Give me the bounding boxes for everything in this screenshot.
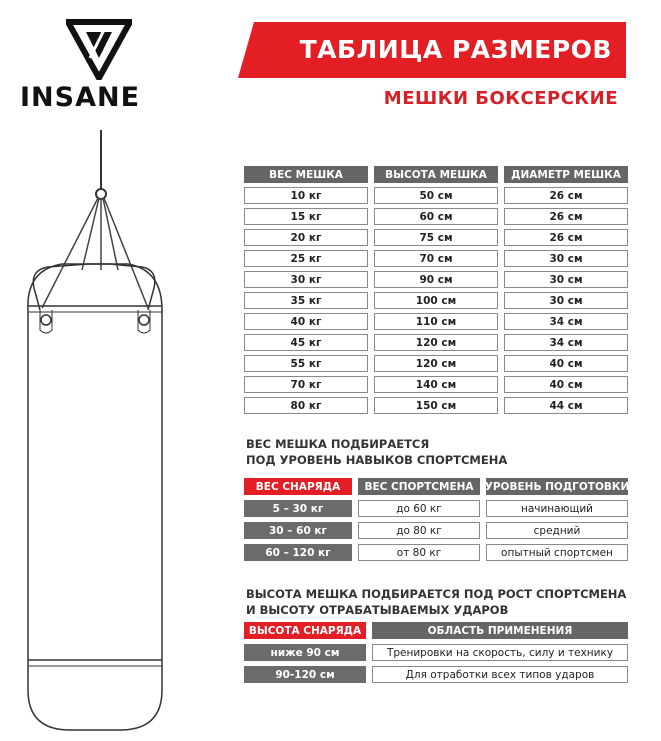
- table-cell: 34 см: [504, 313, 628, 330]
- table-cell: Тренировки на скорость, силу и технику: [372, 644, 628, 661]
- table-cell: 80 кг: [244, 397, 368, 414]
- brand-logo-icon: [66, 18, 132, 80]
- table-cell: 50 см: [374, 187, 498, 204]
- height-table: [244, 622, 628, 683]
- table-cell: 25 кг: [244, 250, 368, 267]
- table-cell: средний: [486, 522, 628, 539]
- weight-note-line: ПОД УРОВЕНЬ НАВЫКОВ СПОРТСМЕНА: [246, 453, 508, 467]
- table-cell: 40 кг: [244, 313, 368, 330]
- table-header: ОБЛАСТЬ ПРИМЕНЕНИЯ: [372, 622, 628, 639]
- table-header: ВЫСОТА МЕШКА: [374, 166, 498, 183]
- table-cell: 40 см: [504, 355, 628, 372]
- table-cell: от 80 кг: [358, 544, 480, 561]
- table-cell: ниже 90 см: [244, 644, 366, 661]
- table-cell: 75 см: [374, 229, 498, 246]
- table-header: ВЫСОТА СНАРЯДА: [244, 622, 366, 639]
- table-cell: 120 см: [374, 355, 498, 372]
- table-cell: 120 см: [374, 334, 498, 351]
- weight-note-line: ВЕС МЕШКА ПОДБИРАЕТСЯ: [246, 437, 430, 451]
- table-cell: до 60 кг: [358, 500, 480, 517]
- table-cell: 140 см: [374, 376, 498, 393]
- table-cell: до 80 кг: [358, 522, 480, 539]
- table-cell: начинающий: [486, 500, 628, 517]
- table-cell: 70 кг: [244, 376, 368, 393]
- height-note-line: ВЫСОТА МЕШКА ПОДБИРАЕТСЯ ПОД РОСТ СПОРТСМЕНА: [246, 587, 627, 601]
- table-cell: 100 см: [374, 292, 498, 309]
- height-note: [246, 586, 626, 618]
- table-cell: 10 кг: [244, 187, 368, 204]
- table-cell: Для отработки всех типов ударов: [372, 666, 628, 683]
- table-cell: 15 кг: [244, 208, 368, 225]
- table-cell: 30 – 60 кг: [244, 522, 352, 539]
- table-cell: 34 см: [504, 334, 628, 351]
- table-cell: 20 кг: [244, 229, 368, 246]
- weight-note: [246, 436, 507, 468]
- table-header: ВЕС СНАРЯДА: [244, 478, 352, 495]
- table-cell: 26 см: [504, 187, 628, 204]
- table-cell: 110 см: [374, 313, 498, 330]
- table-cell: 30 см: [504, 292, 628, 309]
- table-cell: 35 кг: [244, 292, 368, 309]
- table-cell: 26 см: [504, 229, 628, 246]
- table-cell: 70 см: [374, 250, 498, 267]
- table-cell: 55 кг: [244, 355, 368, 372]
- level-table: [244, 478, 628, 561]
- table-cell: 90 см: [374, 271, 498, 288]
- table-cell: 45 кг: [244, 334, 368, 351]
- page-subtitle: МЕШКИ БОКСЕРСКИЕ: [383, 88, 618, 109]
- table-cell: 44 см: [504, 397, 628, 414]
- punching-bag-illustration: [0, 130, 230, 741]
- table-cell: 40 см: [504, 376, 628, 393]
- size-table: [244, 166, 628, 414]
- table-header: ДИАМЕТР МЕШКА: [504, 166, 628, 183]
- table-header: УРОВЕНЬ ПОДГОТОВКИ: [486, 478, 628, 495]
- table-cell: 30 см: [504, 271, 628, 288]
- page-title: ТАБЛИЦА РАЗМЕРОВ: [299, 35, 612, 64]
- table-cell: 30 см: [504, 250, 628, 267]
- table-header: ВЕС СПОРТСМЕНА: [358, 478, 480, 495]
- table-cell: 30 кг: [244, 271, 368, 288]
- table-cell: 60 – 120 кг: [244, 544, 352, 561]
- height-note-line: И ВЫСОТУ ОТРАБАТЫВАЕМЫХ УДАРОВ: [246, 603, 509, 617]
- table-header: ВЕС МЕШКА: [244, 166, 368, 183]
- table-cell: 90-120 см: [244, 666, 366, 683]
- table-cell: 150 см: [374, 397, 498, 414]
- table-cell: 26 см: [504, 208, 628, 225]
- table-cell: опытный спортсмен: [486, 544, 628, 561]
- brand-name: INSANE: [20, 82, 141, 113]
- table-cell: 60 см: [374, 208, 498, 225]
- table-cell: 5 – 30 кг: [244, 500, 352, 517]
